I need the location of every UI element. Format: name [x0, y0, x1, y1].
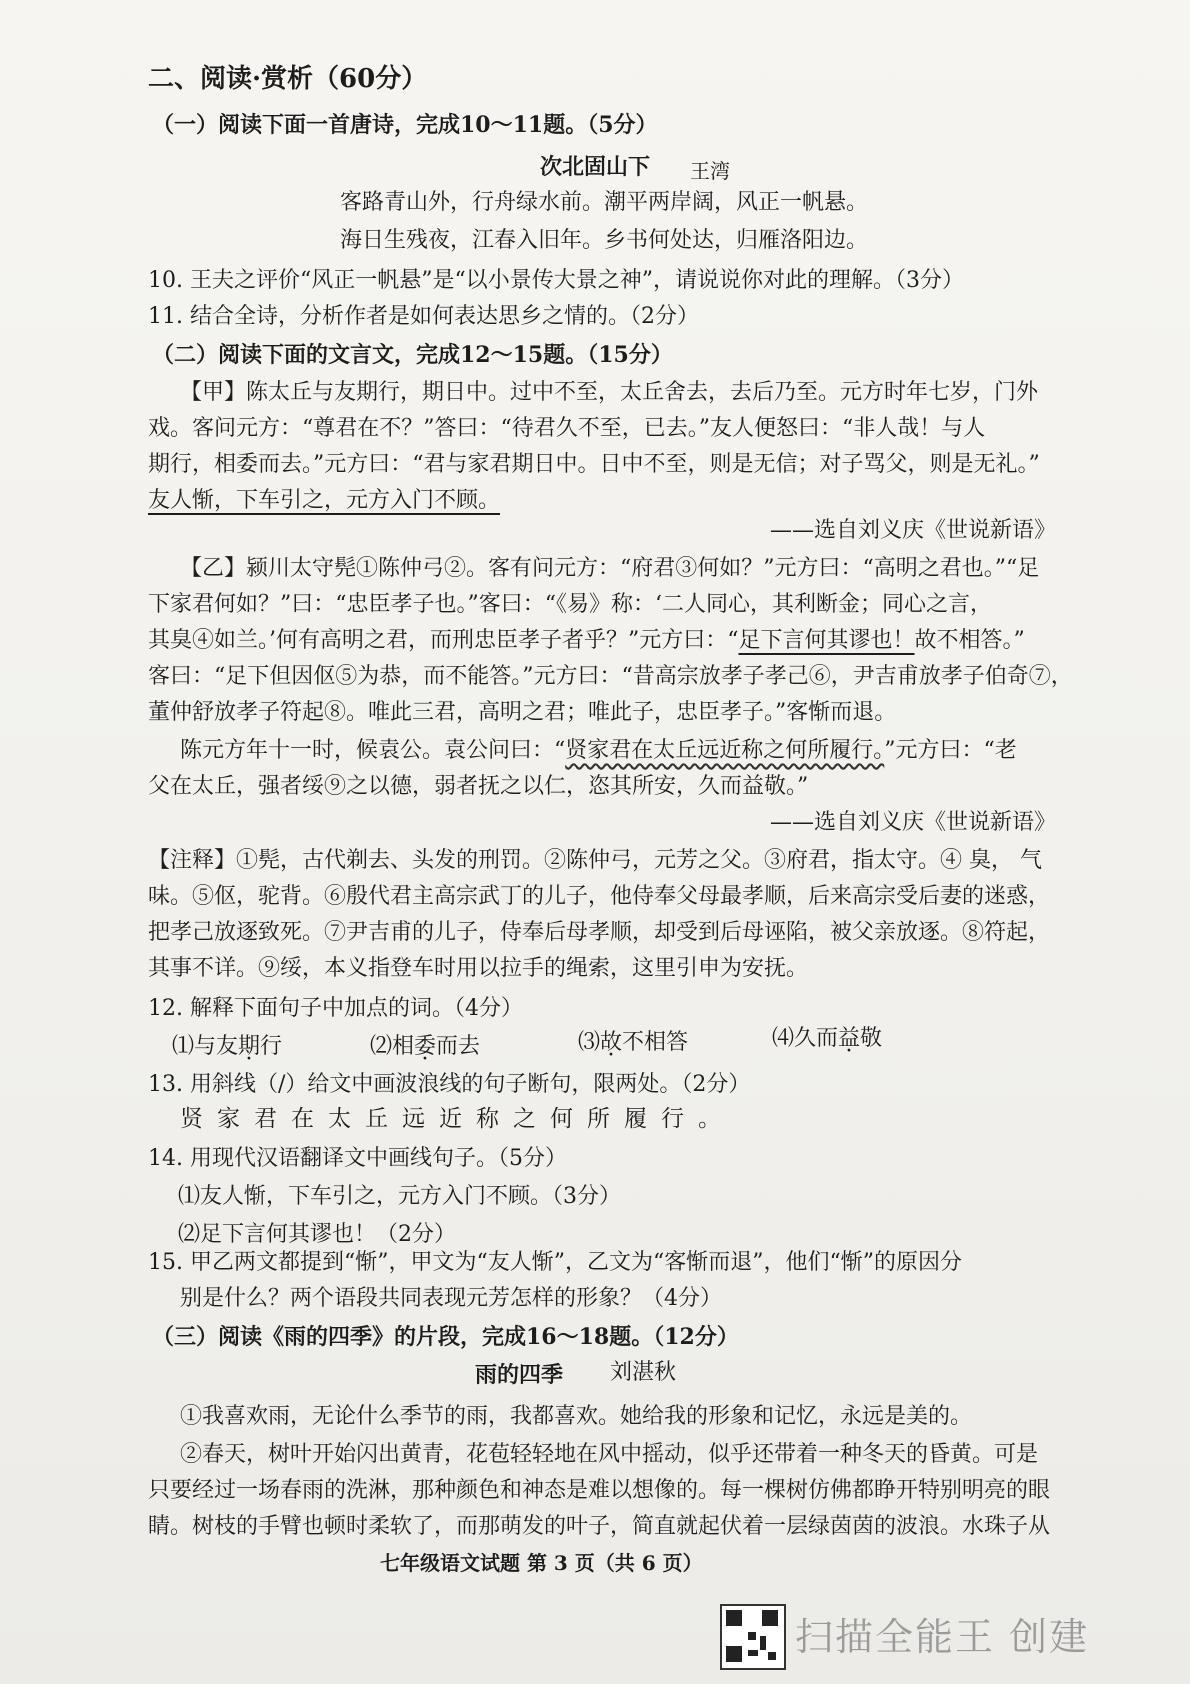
- notes-line-1: 【注释】①髡，古代剃去、头发的刑罚。②陈仲弓，元芳之父。③府君，指太守。④ 臭， 气: [148, 848, 1042, 873]
- item-2-post: 而去: [436, 1034, 481, 1059]
- essay-paragraph-2-line-1: ②春天，树叶开始闪出黄青，花苞轻轻地在风中摇动，似乎还带着一种冬天的昏黄。可是: [180, 1442, 1039, 1467]
- question-10: 10. 王夫之评价“风正一帆悬”是“以小景传大景之神”，请说说你对此的理解。（3分）: [148, 268, 964, 293]
- question-14-1: ⑴友人惭，下车引之，元方入门不顾。（3分）: [178, 1184, 621, 1209]
- question-13-sentence: [180, 1104, 735, 1134]
- poem-line-1: 客路青山外，行舟绿水前。潮平两岸阔，风正一帆悬。: [340, 190, 869, 215]
- passage-jia-line-2: 戏。客问元方：“尊君在不？”答曰：“待君久不至，已去。”友人便怒曰：“非人哉！与人: [148, 416, 986, 441]
- passage-yi-line-3: [148, 626, 1025, 656]
- char: 丘: [365, 1106, 388, 1132]
- char: 家: [217, 1106, 240, 1132]
- essay-author: 刘湛秋: [610, 1360, 677, 1385]
- passage-yi-line-3-b: 故不相答。”: [914, 628, 1025, 653]
- question-13: 13. 用斜线（/）给文中画波浪线的句子断句，限两处。（2分）: [148, 1072, 751, 1097]
- passage-jia-line-4-underlined: 友人惭，下车引之，元方入门不顾。: [148, 488, 501, 513]
- notes-line-3: 把孝己放逐致死。⑦尹吉甫的儿子，侍奉后母孝顺，却受到后母诬陷，被父亲放逐。⑧符起，: [148, 920, 1051, 945]
- passage-yi-line-6-b: ”元方曰：“老: [884, 738, 1017, 763]
- part3-instruction: （三）阅读《雨的四季》的片段，完成16～18题。（12分）: [152, 1324, 739, 1350]
- notes-line-2: 味。⑤伛，驼背。⑥殷代君主高宗武丁的儿子，他侍奉父母最孝顺，后来高宗受后妻的迷惑，: [148, 884, 1051, 909]
- char: 贤: [180, 1106, 203, 1132]
- char: 在: [291, 1106, 314, 1132]
- question-12-item-4: [772, 1024, 882, 1054]
- question-14-2: ⑵足下言何其谬也！（2分）: [178, 1222, 456, 1247]
- passage-jia-line-1: 【甲】陈太丘与友期行，期日中。过中不至，太丘舍去，去后乃至。元方时年七岁，门外: [180, 380, 1039, 405]
- question-12-item-3: [578, 1028, 688, 1058]
- char: 履: [624, 1106, 647, 1132]
- passage-jia-source: ——选自刘义庆《世说新语》: [770, 518, 1057, 543]
- passage-yi-line-6-wavy: 贤家君在太丘远近称之何所履行。: [565, 738, 885, 763]
- item-3-post: 不相答: [622, 1030, 689, 1055]
- page-footer: 七年级语文试题 第 3 页（共 6 页）: [380, 1551, 703, 1575]
- char: 之: [513, 1106, 536, 1132]
- essay-paragraph-1: ①我喜欢雨，无论什么季节的雨，我都喜欢。她给我的形象和记忆，永远是美的。: [180, 1404, 973, 1429]
- section-title: 二、阅读·赏析（60分）: [148, 64, 428, 94]
- poem-line-2: 海日生残夜，江春入旧年。乡书何处达，归雁洛阳边。: [340, 228, 869, 253]
- char: 。: [698, 1106, 721, 1132]
- passage-yi-line-2: 下家君何如？”曰：“忠臣孝子也。”客曰：“《易》称：‘二人同心，其利断金；同心之言，: [148, 592, 992, 617]
- item-3-pre: ⑶: [578, 1030, 601, 1055]
- passage-yi-line-1: 【乙】颍川太守髡①陈仲弓②。客有问元方：“府君③何如？”元方曰：“高明之君也。”“足: [180, 556, 1040, 581]
- dotted-word-1: 期: [238, 1034, 261, 1059]
- char: 何: [550, 1106, 573, 1132]
- essay-title: 雨的四季: [475, 1362, 564, 1388]
- dotted-word-4: 益: [838, 1026, 861, 1051]
- char: 称: [476, 1106, 499, 1132]
- qr-code-icon: [720, 1604, 786, 1670]
- item-2-pre: ⑵相: [370, 1034, 415, 1059]
- notes-line-4: 其事不详。⑨绥，本义指登车时用以拉手的绳索，这里引申为安抚。: [148, 956, 809, 981]
- question-15-line-1: 15. 甲乙两文都提到“惭”，甲文为“友人惭”，乙文为“客惭而退”，他们“惭”的原因分: [148, 1250, 962, 1275]
- item-4-pre: ⑷久而: [772, 1026, 839, 1051]
- dotted-word-3: 故: [600, 1030, 623, 1055]
- passage-yi-line-3-underlined: 足下言何其谬也！: [738, 628, 915, 653]
- char: 行: [661, 1106, 684, 1132]
- essay-paragraph-2-line-2: 只要经过一场春雨的洗淋，那种颜色和神态是难以想像的。每一棵树仿佛都睁开特别明亮的眼: [148, 1478, 1051, 1503]
- scanner-watermark: 扫描全能王 创建: [795, 1615, 1090, 1659]
- char: 太: [328, 1106, 351, 1132]
- passage-yi-line-6: [180, 736, 1017, 766]
- question-12: 12. 解释下面句子中加点的词。（4分）: [148, 996, 523, 1021]
- char: 所: [587, 1106, 610, 1132]
- dotted-word-2: 委: [414, 1034, 437, 1059]
- part2-instruction: （二）阅读下面的文言文，完成12～15题。（15分）: [152, 342, 673, 368]
- part1-instruction: （一）阅读下面一首唐诗，完成10～11题。（5分）: [152, 112, 658, 138]
- essay-paragraph-2-line-3: 睛。树枝的手臂也顿时柔软了，而那萌发的叶子，简直就起伏着一层绿茵茵的波浪。水珠子从: [148, 1514, 1051, 1539]
- poem-title: 次北固山下: [540, 154, 651, 180]
- passage-yi-line-6-a: 陈元方年十一时，候袁公。袁公问曰：“: [180, 738, 566, 763]
- item-1-pre: ⑴与友: [172, 1034, 239, 1059]
- passage-jia-line-3: 期行，相委而去。”元方曰：“君与家君期日中。日中不至，则是无信；对子骂父，则是无礼。”: [148, 452, 1040, 477]
- passage-yi-line-7: 父在太丘，强者绥⑨之以德，弱者抚之以仁，恣其所安，久而益敬。”: [148, 774, 809, 799]
- char: 远: [402, 1106, 425, 1132]
- question-11: 11. 结合全诗，分析作者是如何表达思乡之情的。（2分）: [148, 304, 699, 329]
- question-14: 14. 用现代汉语翻译文中画线句子。（5分）: [148, 1146, 567, 1171]
- question-12-item-1: [172, 1032, 282, 1062]
- passage-yi-line-4: 客曰：“足下但因伛⑤为恭，而不能答。”元方曰：“昔高宗放孝子孝己⑥，尹吉甫放孝子伯奇⑦，: [148, 664, 1073, 689]
- poem-author: 王湾: [690, 159, 730, 183]
- item-4-post: 敬: [860, 1026, 883, 1051]
- passage-yi-line-3-a: 其臭④如兰。’何有高明之君，而刑忠臣孝子者乎？”元方曰：“: [148, 628, 739, 653]
- question-15-line-2: 别是什么？两个语段共同表现元芳怎样的形象？（4分）: [180, 1286, 722, 1311]
- item-1-post: 行: [260, 1034, 283, 1059]
- char: 近: [439, 1106, 462, 1132]
- question-12-item-2: [370, 1032, 480, 1062]
- passage-yi-source: ——选自刘义庆《世说新语》: [770, 810, 1057, 835]
- passage-yi-line-5: 董仲舒放孝子符起⑧。唯此三君，高明之君；唯此子，忠臣孝子。”客惭而退。: [148, 700, 897, 725]
- char: 君: [254, 1106, 277, 1132]
